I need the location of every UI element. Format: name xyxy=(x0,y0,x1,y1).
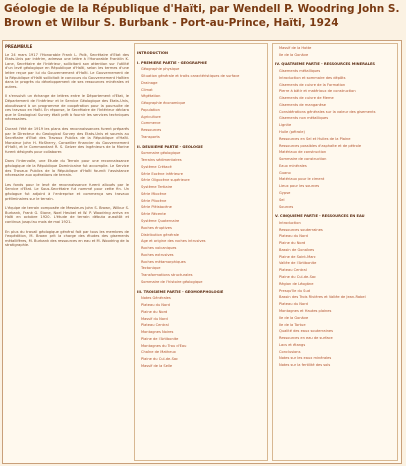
toc-link[interactable]: Plaine du Nord xyxy=(141,309,168,314)
toc-link[interactable]: Notes sur les eaux minérales xyxy=(279,356,332,361)
toc-link[interactable]: Plaine du Cul-de-Sac xyxy=(141,357,179,362)
toc-link[interactable]: Ressources souterraines xyxy=(279,227,323,232)
toc-part-heading[interactable]: II. DEUXIEME PARTIE - GEOLOGIE xyxy=(137,144,203,149)
content-frame xyxy=(2,40,402,464)
toc-link[interactable]: Région de Léogâne xyxy=(279,281,314,286)
toc-part-heading[interactable]: III. TROISIEME PARTIE - GEOMORPHOLOGIE xyxy=(137,289,224,294)
preamble-paragraph: Durant l'été de 1919 les plans des reconnaissances furent préparés par le Directeur du Geological Survey des Etats-Unis et soumis au Secrétaire d'Etat des Travaux Publics de la République d'Haïti. Monsieur John H. McSherry, Conseiller financier du Gouvernement d'Haïti, et le Commandant R. S. Gelzer des Ingénieurs de la Marine furent désignés pour collaborer. xyxy=(5,126,129,154)
toc-link[interactable]: Ile de la Gonâve xyxy=(279,52,309,57)
toc-link[interactable]: Considérations générales sur la valeur des gisements xyxy=(279,109,376,114)
preamble-paragraph: L'équipe de terrain composée de Messieurs John S. Brown, Wilbur S. Burbank, Frank G. Stone, Noel Heubel et W. P. Woodring arriva en Haïti en octobre 1920. L'étude de terrain débuta aussitôt et continua jusqu'au mois de mai 1921. xyxy=(5,206,129,224)
toc-introduction[interactable]: INTRODUCTION xyxy=(137,51,169,55)
toc-link[interactable]: Ile de la Tortue xyxy=(279,322,306,327)
toc-link[interactable]: Plaine du Cul-de-Sac xyxy=(279,275,317,280)
toc-link[interactable]: Roches métamorphiques xyxy=(141,259,186,264)
toc-link[interactable]: Eaux minérales xyxy=(279,163,307,168)
toc-link[interactable]: Terrains sédimentaires xyxy=(141,157,182,162)
toc-link[interactable]: Transformations structurales xyxy=(141,273,193,278)
page-title: Géologie de la République d'Haïti, par Wendell P. Woodring John S. Brown et Wilbur S. Burbank - Port-au-Prince, Haïti, 1924 xyxy=(4,3,400,29)
toc-column-main xyxy=(134,43,268,461)
preamble-heading: PREAMBULE xyxy=(5,44,33,49)
toc-link[interactable]: Gypse xyxy=(279,191,291,196)
toc-link[interactable]: Age et origine des roches intrusives xyxy=(141,239,206,244)
toc-link[interactable]: Sommaire géologique xyxy=(141,151,181,156)
toc-link[interactable]: Système Quaternaire xyxy=(141,219,180,223)
toc-link[interactable]: Lieux pour les sources xyxy=(279,184,320,189)
toc-link[interactable]: Ressources possibles d'asphalte et de pétrole xyxy=(279,143,362,148)
toc-link[interactable]: Introduction xyxy=(279,220,301,225)
preamble-paragraph: Il s'ensuivit un échange de lettres entre le Département d'Etat, le Département de l'Intérieur et le Service Géologique des Etats-Unis, aboutissant à un programme de coopération pour la poursuite de ces travaux en Haïti. En réponse, le Secrétaire de l'Intérieur déclara que le Geological Survey était prêt à fournir les services techniques nécessaires. xyxy=(5,94,129,122)
toc-link[interactable]: Climat xyxy=(141,87,153,92)
toc-link[interactable]: Situation générale et traits caractéristiques de surface xyxy=(141,73,240,78)
toc-link[interactable]: Plateau du Nord xyxy=(279,234,308,239)
toc-link[interactable]: Commerce xyxy=(141,121,161,126)
toc-link[interactable]: Gisements non métalliques xyxy=(279,116,329,121)
toc-link[interactable]: Système Crétacé xyxy=(141,164,172,169)
toc-link[interactable]: Gisements de cuivre de Meme xyxy=(279,96,334,101)
toc-link[interactable]: Végétation xyxy=(141,94,161,99)
preamble-paragraph: Le 24 mars 1917 l'Honorable Frank L. Polk, Secrétaire d'Etat des Etats-Unis par intérim, adressa une lettre à l'Honorable Franklin K. Lane, Secrétaire de l'Intérieur, sollicitant son attention sur l'utilité d'un levé géologique en République d'Haïti, selon les termes d'une lettre reçue par lui du Gouvernement d'Haïti. Le Gouvernement de la République d'Haïti sollicitait le concours du Gouvernement Haïtien dans le progrès du développement de ses ressources minérales et autres. xyxy=(5,52,129,89)
toc-link[interactable]: Série Oligocène supérieure xyxy=(141,178,190,183)
toc-link[interactable]: Vallée de l'Artibonite xyxy=(279,261,317,266)
toc-link[interactable]: Sommaire de construction xyxy=(279,157,327,162)
preamble-paragraph: Les fonds pour le levé de reconnaissance furent alloués par le Service d'Etat. Le Sous-Secrétaire fut nommé pour cette fin. Un géologue fut adjoint à l'entreprise et commença ses travaux préliminaires sur le terrain. xyxy=(5,182,129,201)
toc-link[interactable]: Sources xyxy=(279,204,294,209)
toc-part-heading[interactable]: I. PREMIERE PARTIE - GEOGRAPHIE xyxy=(137,60,207,65)
toc-link[interactable]: Série Pliocène xyxy=(141,198,167,203)
toc-link[interactable]: Huile (pétrole) xyxy=(279,130,305,134)
toc-link[interactable]: Conclusions xyxy=(279,349,301,354)
toc-link[interactable]: Sel xyxy=(279,197,285,202)
toc-link[interactable]: Système Tertiaire xyxy=(141,185,173,190)
toc-link[interactable]: Transports xyxy=(141,135,160,139)
toc-link[interactable]: Massif du Nord xyxy=(141,316,168,321)
toc-link[interactable]: Plaine du Nord xyxy=(279,241,306,246)
toc-link[interactable]: Qualité des eaux souterraines xyxy=(279,329,333,334)
toc-link[interactable]: Drainage xyxy=(141,80,158,85)
toc-link[interactable]: Pierre à bâtir et matériaux de construction xyxy=(279,89,356,94)
toc-link[interactable]: Série Miocène xyxy=(141,191,167,196)
toc-link[interactable]: Massif de la Hotte xyxy=(279,46,312,50)
toc-part-heading[interactable]: V. CINQUIEME PARTIE - RESSOURCES EN EAU xyxy=(275,214,365,219)
toc-link[interactable]: Montagnes et Hautes plaines xyxy=(279,308,332,313)
toc-link[interactable]: Roches extrusives xyxy=(141,252,174,257)
toc-link[interactable]: Introduction et sommaire des dépôts xyxy=(279,75,346,80)
toc-part-heading[interactable]: IV. QUATRIEME PARTIE - RESSOURCES MINERALES xyxy=(275,62,376,67)
preamble-paragraph: Dans l'intervalle, une Etude du Terrain pour une reconnaissance géologique de la République Dominicaine fut accomplie. Le Service des Travaux Publics de la République d'Haïti fournit l'assistance nécessaire aux opérations de terrain. xyxy=(5,159,129,178)
toc-link[interactable]: Géographie physique xyxy=(141,67,180,72)
preamble-paragraph: En plus du travail géologique général fait par tous les membres de l'expédition, M. Brown prit la charge des études des gisements métallifères, M. Burbank des ressources en eau et M. Woodring de la stratigraphie. xyxy=(5,229,129,248)
toc-link[interactable]: Roches volcaniques xyxy=(141,246,177,251)
toc-link[interactable]: Plateau du Nord xyxy=(279,302,308,307)
toc-link[interactable]: Chaîne de Matheux xyxy=(141,350,176,355)
toc-link[interactable]: Série Pléistocène xyxy=(141,205,172,210)
toc-link[interactable]: Distribution générale xyxy=(141,232,179,237)
toc-link[interactable]: Matériaux pour le ciment xyxy=(279,177,325,182)
toc-link[interactable]: Plateau du Nord xyxy=(141,303,170,307)
toc-link[interactable]: Agriculture xyxy=(141,114,161,119)
preamble-column xyxy=(5,43,129,461)
toc-link[interactable]: Série Eocène inférieure xyxy=(141,171,183,176)
toc-link[interactable]: Plaine de Saint-Marc xyxy=(279,254,316,259)
toc-link[interactable]: Plateau Central xyxy=(141,323,169,328)
toc-link[interactable]: Gisements de manganèse xyxy=(279,102,326,107)
toc-link[interactable]: Plaine de l'Artibonite xyxy=(141,336,179,341)
toc-link[interactable]: Matériaux de construction xyxy=(279,150,327,155)
toc-link[interactable]: Ile de la Gonâve xyxy=(279,315,309,320)
toc-link[interactable]: Ressources xyxy=(141,128,162,133)
toc-link[interactable]: Tectonique xyxy=(141,266,161,271)
toc-column-continued xyxy=(272,43,398,461)
toc-link[interactable]: Montagnes Noires xyxy=(141,330,174,335)
toc-link[interactable]: Bassin de Gonaïves xyxy=(279,247,315,252)
toc-link[interactable]: Notes Générales xyxy=(141,296,171,301)
toc-link[interactable]: Géographie économique xyxy=(141,101,186,106)
toc-link[interactable]: Gisements métalliques xyxy=(279,68,321,73)
toc-link[interactable]: Ressources en Sel et Huiles de la Plaine xyxy=(279,136,351,141)
toc-link[interactable]: Plateau Central xyxy=(279,268,307,273)
toc-link[interactable]: Guano xyxy=(279,170,291,175)
toc-link[interactable]: Gisements de cuivre de la Formation xyxy=(279,82,346,87)
toc-link[interactable]: Roches éruptives xyxy=(141,225,172,230)
toc-link[interactable]: Notes sur la fertilité des sols xyxy=(279,363,331,368)
toc-link[interactable]: Population xyxy=(141,107,160,112)
toc-link[interactable]: Sommaire de l'histoire géologique xyxy=(141,280,203,285)
toc-link[interactable]: Série Récente xyxy=(141,212,166,217)
toc-link[interactable]: Lignite xyxy=(279,123,292,128)
toc-link[interactable]: Lacs et étangs xyxy=(279,342,306,347)
toc-link[interactable]: Presqu'île du Sud xyxy=(279,288,311,293)
toc-link[interactable]: Montagnes du Trou d'Eau xyxy=(141,343,187,348)
toc-link[interactable]: Massif de la Selle xyxy=(141,364,173,369)
toc-link[interactable]: Ressources en eau de surface xyxy=(279,336,333,341)
toc-link[interactable]: Bassin des Trois Rivières et Vallée de Jean-Rabel xyxy=(279,295,366,300)
